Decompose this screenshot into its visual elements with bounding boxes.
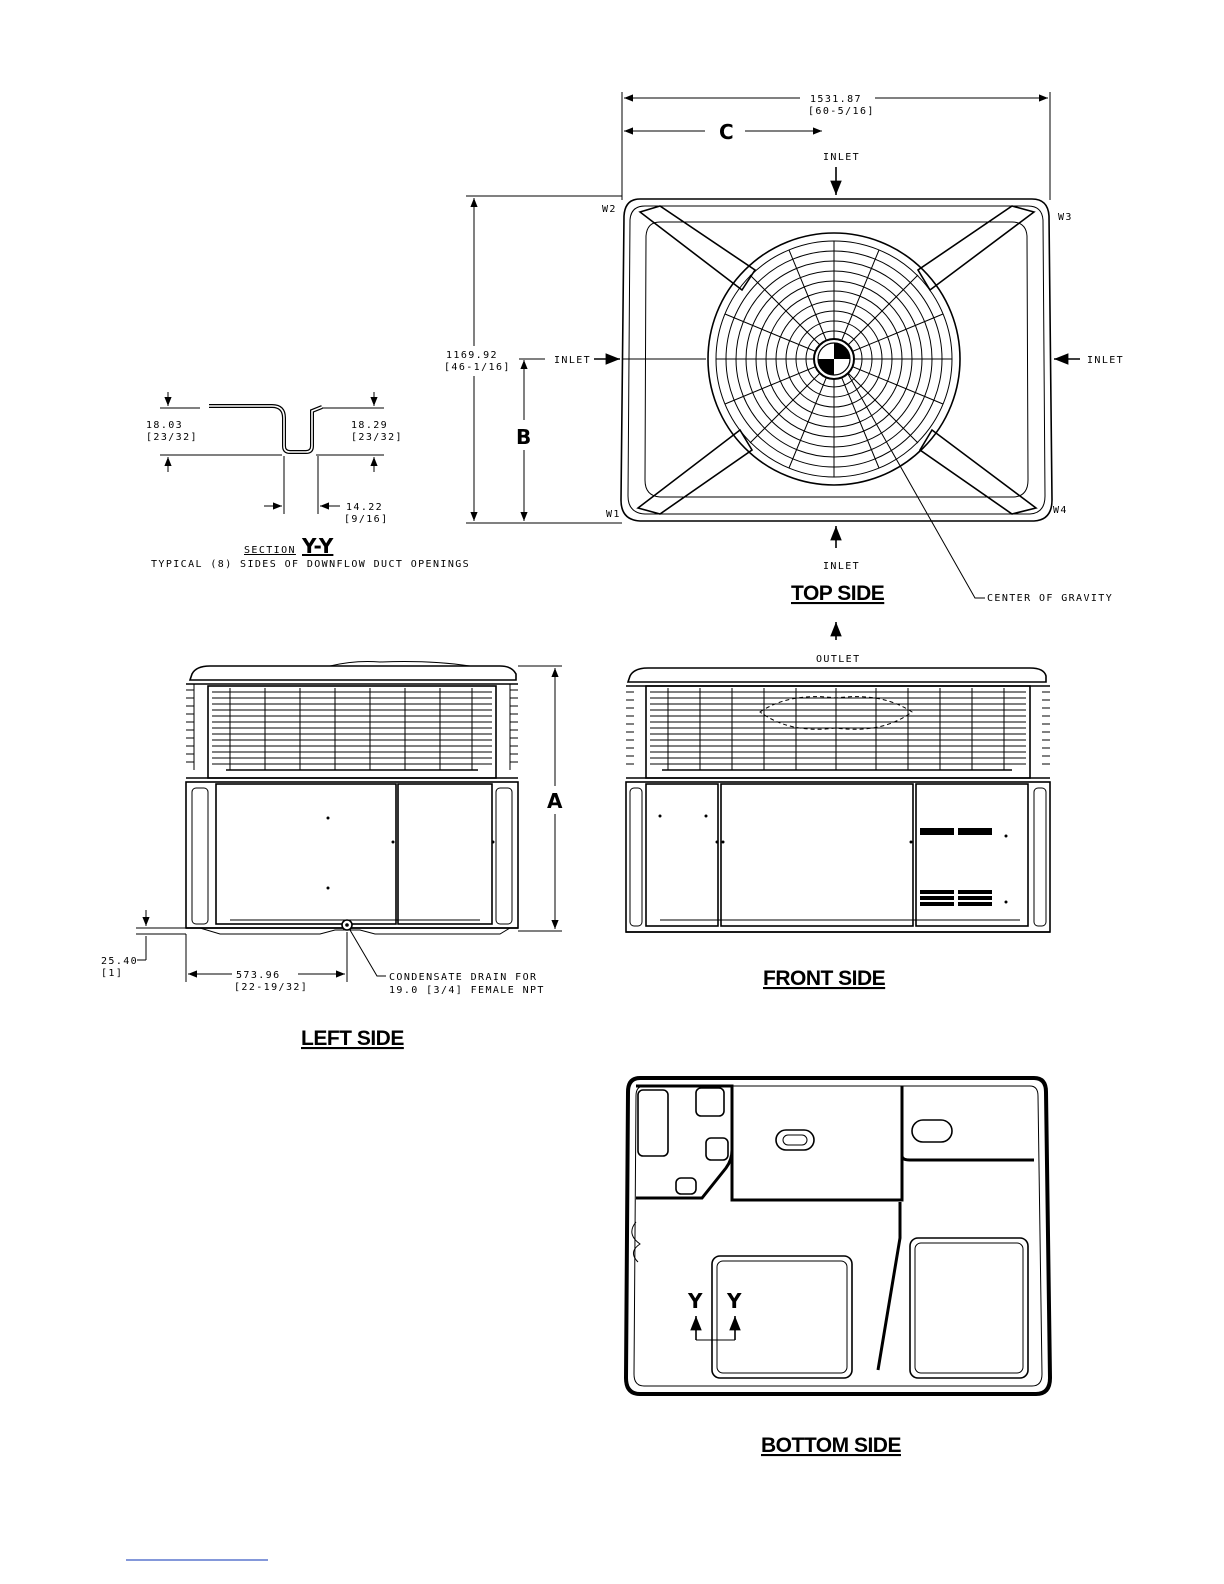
base-dim-label: 25.40: [101, 956, 139, 967]
front-roof: [628, 668, 1046, 682]
left-panel-2: [398, 784, 492, 924]
bottom-outline: [626, 1078, 1050, 1394]
section-yy: [146, 392, 470, 570]
base-dim-inch-label: [1]: [101, 968, 124, 979]
overall-width-label: 1531.87: [810, 94, 862, 105]
front-panel-1: [646, 784, 718, 926]
bottom-supply-opening: [910, 1238, 1028, 1378]
section-dim-left-in: [23/32]: [146, 432, 198, 443]
front-louvers: [650, 688, 1026, 770]
cog-leader: [848, 374, 985, 598]
bottom-return-opening: [712, 1256, 852, 1378]
section-dim-right: 18.29: [351, 420, 389, 431]
drain-dim-label: 573.96: [236, 970, 281, 981]
drain-leader: [350, 930, 386, 976]
corner-w1-label: W1: [606, 509, 621, 520]
inlet-label-right: INLET: [1087, 355, 1125, 366]
section-caption: TYPICAL (8) SIDES OF DOWNFLOW DUCT OPENINGS: [151, 559, 471, 570]
left-panel-1: [216, 784, 396, 924]
center-of-gravity-symbol: [814, 339, 854, 379]
section-dim-left: 18.03: [146, 420, 184, 431]
section-mark-2: Y: [727, 1289, 742, 1313]
bottom-view: [626, 1078, 1050, 1457]
drain-note-1: CONDENSATE DRAIN FOR: [389, 972, 538, 983]
left-side-fins: [186, 684, 518, 770]
dim-c-label: C: [719, 120, 734, 144]
bottom-compartment-middle: [732, 1086, 902, 1200]
corner-w2-label: W2: [602, 204, 617, 215]
depth-label: 1169.92: [446, 350, 498, 361]
cog-label: CENTER OF GRAVITY: [987, 593, 1114, 604]
front-side-title: FRONT SIDE: [763, 967, 886, 990]
inlet-label-left: INLET: [554, 355, 592, 366]
section-mark-1: Y: [688, 1289, 703, 1313]
drain-note-2: 19.0 [3/4] FEMALE NPT: [389, 985, 545, 996]
outlet-label: OUTLET: [816, 654, 861, 665]
corner-w3-label: W3: [1058, 212, 1073, 223]
left-roof: [190, 666, 516, 680]
front-cabinet: [626, 782, 1050, 932]
inlet-label-bottom: INLET: [823, 561, 861, 572]
bottom-channel: [878, 1202, 900, 1370]
section-label-id: Y-Y: [302, 534, 334, 558]
top-side-title: TOP SIDE: [791, 582, 885, 605]
left-louvers: [212, 688, 492, 770]
top-view: [440, 92, 1124, 605]
corner-w4-label: W4: [1053, 505, 1068, 516]
dim-a-label: A: [547, 789, 563, 813]
section-dim-bottom: 14.22: [346, 502, 384, 513]
front-panel-2: [721, 784, 913, 926]
section-dim-right-in: [23/32]: [351, 432, 403, 443]
left-view: [101, 662, 563, 1051]
overall-width-inch-label: [60-5/16]: [808, 106, 875, 117]
section-dim-bottom-in: [9/16]: [344, 514, 389, 525]
left-side-title: LEFT SIDE: [301, 1027, 404, 1050]
depth-inch-label: [46-1/16]: [444, 362, 511, 373]
left-cabinet: [186, 782, 518, 928]
bottom-side-title: BOTTOM SIDE: [761, 1434, 901, 1457]
dim-b-label: B: [516, 425, 532, 449]
bottom-compartment-left: [636, 1086, 732, 1198]
front-view: [626, 622, 1050, 990]
inlet-label-top: INLET: [823, 152, 861, 163]
section-label-prefix: SECTION: [244, 545, 296, 556]
bottom-compartment-right: [902, 1090, 1034, 1160]
drain-dim-inch-label: [22-19/32]: [234, 982, 309, 993]
front-vents: [920, 828, 992, 906]
